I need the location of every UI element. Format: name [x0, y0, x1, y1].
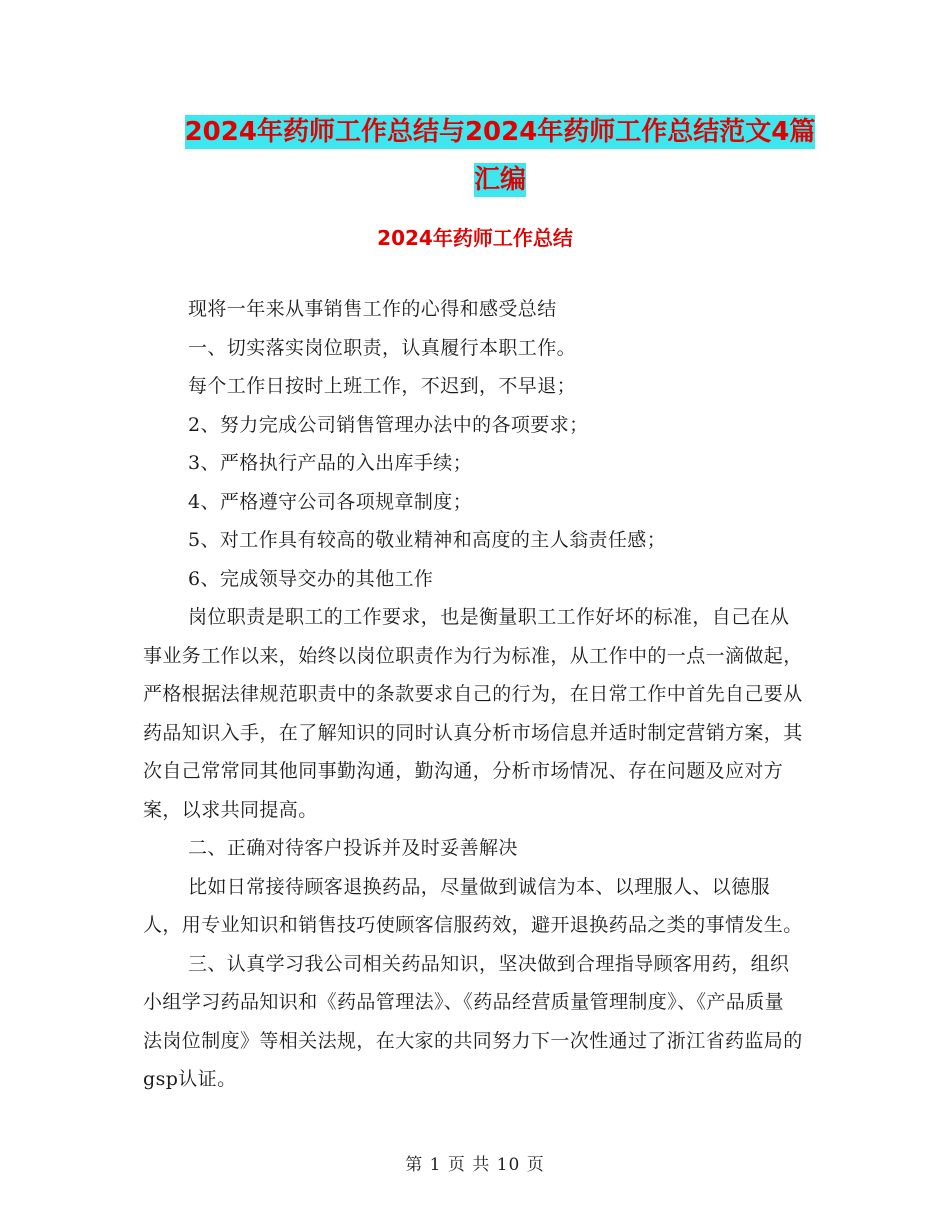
- list-item: 6、完成领导交办的其他工作: [188, 567, 434, 590]
- paragraph-intro: 现将一年来从事销售工作的心得和感受总结: [188, 298, 557, 320]
- list-item: 4、严格遵守公司各项规章制度；: [188, 490, 473, 513]
- document-title: [130, 108, 870, 204]
- section-title: 2024年药师工作总结: [377, 226, 573, 250]
- list-item: 每个工作日按时上班工作，不迟到，不早退；: [188, 375, 577, 397]
- document-title-line1: 2024年药师工作总结与2024年药师工作总结范文4篇: [184, 117, 816, 147]
- heading-one: 一、切实落实岗位职责，认真履行本职工作。: [188, 336, 577, 359]
- document-body: [143, 290, 803, 1099]
- list-item: 3、严格执行产品的入出库手续；: [188, 452, 473, 474]
- paragraph-responsibilities: 岗位职责是职工的工作要求，也是衡量职工工作好坏的标准，自己在从事业务工作以来，始终以岗位职责作为行为标准，从工作中的一点一滴做起，严格根据法律规范职责中的条款要求自己的行为，在日常工作中首先自己要从药品知识入手，在了解知识的同时认真分析市场信息并适时制定营销方案，其次自己常常同其他同事勤沟通，勤沟通，分析市场情况、存在问题及应对方案，以求共同提高。: [143, 606, 803, 821]
- list-item: 2、努力完成公司销售管理办法中的各项要求；: [188, 413, 589, 436]
- paragraph-complaints: 比如日常接待顾客退换药品，尽量做到诚信为本、以理服人、以德服人，用专业知识和销售技巧使顾客信服药效，避开退换药品之类的事情发生。: [143, 875, 803, 936]
- heading-two: 二、正确对待客户投诉并及时妥善解决: [188, 837, 518, 859]
- paragraph-study: 三、认真学习我公司相关药品知识，坚决做到合理指导顾客用药，组织小组学习药品知识和《药品管理法》、《药品经营质量管理制度》、《产品质量法岗位制度》等相关法规，在大家的共同努力下一次性通过了浙江省药监局的gsp认证。: [143, 952, 803, 1090]
- page-footer: 第 1 页 共 10 页: [405, 1155, 545, 1175]
- list-item: 5、对工作具有较高的敬业精神和高度的主人翁责任感；: [188, 529, 667, 551]
- document-title-line2: 汇编: [473, 165, 526, 195]
